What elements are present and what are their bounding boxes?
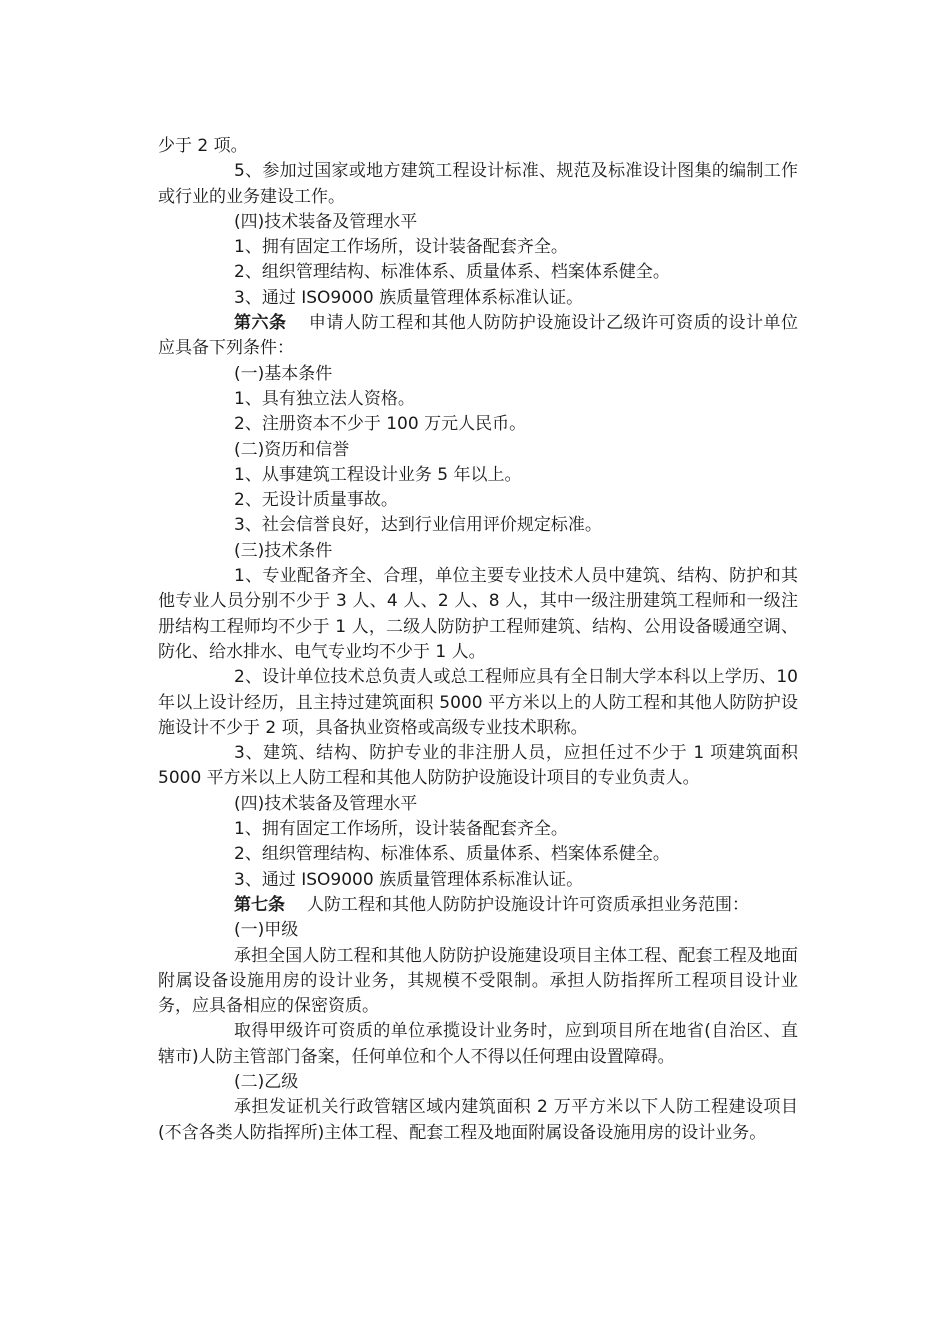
paragraph: 3、通过 ISO9000 族质量管理体系标准认证。 [234,287,584,308]
section-heading: (四)技术装备及管理水平 [234,793,418,814]
paragraph: 1、专业配备齐全、合理，单位主要专业技术人员中建筑、结构、防护和其他专业人员分别不少于 3 人、4 人、2 人、8 人，其中一级注册建筑工程师和一级注册结构工程师均不少于 1 人，二级人防防护工程师建筑、结构、公用设备暖通空调、防化、给水排水、电气专业均不少于 1 人。 [158,566,798,662]
paragraph: 5、参加过国家或地方建筑工程设计标准、规范及标准设计图集的编制工作或行业的业务建设工作。 [158,161,798,207]
article-text: 申请人防工程和其他人防防护设施设计乙级许可资质的设计单位应具备下列条件： [158,313,799,359]
paragraph: 2、组织管理结构、标准体系、质量体系、档案体系健全。 [234,844,670,865]
section-heading: (四)技术装备及管理水平 [234,211,418,232]
article-text: 人防工程和其他人防防护设施设计许可资质承担业务范围： [307,894,749,915]
article-paragraph [158,311,798,362]
article-paragraph [158,893,798,918]
section-heading: (一)基本条件 [234,363,333,384]
section-heading: (三)技术条件 [234,540,333,561]
paragraph: 2、组织管理结构、标准体系、质量体系、档案体系健全。 [234,262,670,283]
paragraph: 2、注册资本不少于 100 万元人民币。 [234,414,527,435]
paragraph: 3、建筑、结构、防护专业的非注册人员，应担任过不少于 1 项建筑面积 5000 平方米以上人防工程和其他人防防护设施设计项目的专业负责人。 [158,743,798,789]
paragraph: 2、无设计质量事故。 [234,490,398,511]
paragraph: 1、具有独立法人资格。 [234,388,415,409]
paragraph: 承担全国人防工程和其他人防防护设施建设项目主体工程、配套工程及地面附属设备设施用房的设计业务，其规模不受限制。承担人防指挥所工程项目设计业务，应具备相应的保密资质。 [158,945,798,1017]
paragraph: 取得甲级许可资质的单位承揽设计业务时，应到项目所在地省(自治区、直辖市)人防主管部门备案，任何单位和个人不得以任何理由设置障碍。 [158,1021,798,1067]
paragraph: 1、拥有固定工作场所，设计装备配套齐全。 [234,237,568,258]
paragraph: 少于 2 项。 [158,136,248,156]
paragraph: 1、拥有固定工作场所，设计装备配套齐全。 [234,819,568,840]
document-page [158,134,798,1146]
paragraph: 3、通过 ISO9000 族质量管理体系标准认证。 [234,869,584,890]
section-heading: (二)资历和信誉 [234,439,350,460]
section-heading: (一)甲级 [234,920,299,941]
article-number: 第七条 [234,894,285,915]
paragraph: 3、社会信誉良好，达到行业信用评价规定标准。 [234,515,602,536]
section-heading: (二)乙级 [234,1071,299,1092]
article-number: 第六条 [234,313,287,334]
paragraph: 承担发证机关行政管辖区域内建筑面积 2 万平方米以下人防工程建设项目(不含各类人防指挥所)主体工程、配套工程及地面附属设备设施用房的设计业务。 [158,1097,798,1143]
paragraph: 1、从事建筑工程设计业务 5 年以上。 [234,464,522,485]
paragraph: 2、设计单位技术总负责人或总工程师应具有全日制大学本科以上学历、10 年以上设计经历，且主持过建筑面积 5000 平方米以上的人防工程和其他人防防护设施设计不少于 2 项，具备执业资格或高级专业技术职称。 [158,667,798,738]
